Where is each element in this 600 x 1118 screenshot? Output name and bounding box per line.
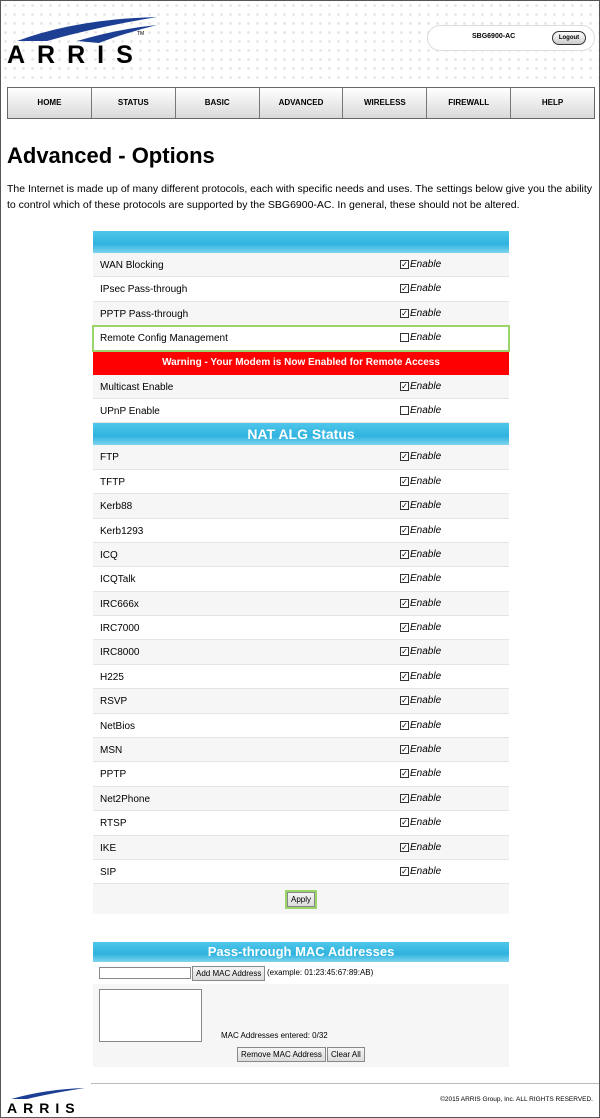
option-label: H225: [100, 671, 124, 683]
option-label: NetBios: [100, 720, 136, 732]
option-label: MSN: [100, 745, 123, 757]
enable-checkbox[interactable]: ✓: [401, 720, 408, 730]
clear-all-button[interactable]: Clear All: [327, 1047, 365, 1062]
nav-help[interactable]: HELP: [541, 98, 564, 107]
main-nav: [7, 87, 595, 119]
remote-access-warning: Warning - Your Modem is Now Enabled for Remote Access: [93, 351, 509, 375]
enable-label: Enable: [410, 817, 442, 829]
enable-checkbox[interactable]: ✓: [401, 549, 408, 559]
enable-label: Enable: [410, 841, 442, 853]
mac-address-input[interactable]: [99, 967, 191, 979]
account-box: [427, 25, 595, 51]
enable-control: [400, 622, 441, 633]
option-row: [93, 787, 509, 811]
mac-address-listbox[interactable]: [99, 989, 202, 1042]
option-row: [93, 689, 509, 713]
nat-alg-list: [93, 445, 509, 884]
option-row: [93, 811, 509, 835]
enable-label: Enable: [410, 792, 442, 804]
enable-control: [400, 573, 441, 584]
option-row: [93, 470, 509, 494]
option-row: [93, 714, 509, 738]
option-label: IRC8000: [100, 647, 140, 659]
enable-control: [400, 671, 441, 682]
enable-label: Enable: [410, 622, 442, 634]
mac-count: MAC Addresses entered: 0/32: [221, 1031, 328, 1040]
mac-add-row: [93, 962, 509, 984]
mac-actions-row: [93, 1044, 509, 1066]
option-row: [93, 640, 509, 664]
enable-checkbox[interactable]: ✓: [401, 598, 408, 608]
enable-label: Enable: [410, 768, 442, 780]
enable-checkbox[interactable]: ✓: [401, 671, 408, 681]
enable-checkbox[interactable]: ✓: [401, 525, 408, 535]
apply-row: [93, 884, 509, 914]
option-row: [93, 375, 509, 399]
enable-control: [400, 817, 441, 828]
mac-header: Pass-through MAC Addresses: [93, 942, 509, 962]
enable-control: [400, 476, 441, 487]
nav-basic[interactable]: BASIC: [176, 88, 260, 118]
option-label: Kerb1293: [100, 525, 144, 537]
option-label: ICQ: [100, 549, 118, 561]
enable-label: Enable: [410, 451, 442, 463]
enable-control: [400, 866, 441, 877]
enable-control: [400, 381, 441, 392]
enable-checkbox[interactable]: ✓: [401, 647, 408, 657]
enable-label: Enable: [410, 573, 442, 585]
enable-checkbox[interactable]: ✓: [401, 866, 408, 876]
option-row: [93, 519, 509, 543]
enable-label: Enable: [410, 865, 442, 877]
option-label: IRC666x: [100, 598, 139, 610]
enable-label: Enable: [410, 646, 442, 658]
option-row: [93, 592, 509, 616]
enable-label: Enable: [410, 670, 442, 682]
nav-firewall[interactable]: FIREWALL: [427, 88, 511, 118]
enable-checkbox[interactable]: ✓: [401, 308, 408, 318]
enable-checkbox[interactable]: ✓: [401, 574, 408, 584]
enable-checkbox[interactable]: ✓: [401, 284, 408, 294]
mac-example: (example: 01:23:45:67:89:AB): [267, 968, 374, 977]
nat-alg-header: NAT ALG Status: [93, 423, 509, 445]
enable-label: Enable: [410, 695, 442, 707]
enable-control: [400, 598, 441, 609]
option-label: RSVP: [100, 696, 128, 708]
enable-control: [400, 549, 441, 560]
enable-label: Enable: [410, 744, 442, 756]
option-row: [93, 494, 509, 518]
option-label: IRC7000: [100, 623, 140, 635]
enable-control: [400, 842, 441, 853]
option-label: Multicast Enable: [100, 381, 174, 393]
trademark-mark: TM: [137, 31, 145, 37]
add-mac-button[interactable]: Add MAC Address: [192, 966, 265, 981]
nav-home[interactable]: HOME: [8, 88, 92, 118]
enable-checkbox[interactable]: ✓: [401, 769, 408, 779]
enable-control: [400, 308, 441, 319]
option-label: IPsec Pass-through: [100, 284, 188, 296]
enable-control: [400, 332, 441, 343]
nav-status[interactable]: STATUS: [92, 88, 176, 118]
enable-label: Enable: [410, 380, 442, 392]
enable-checkbox[interactable]: [400, 406, 409, 415]
page-footer: [1, 1081, 599, 1117]
enable-label: Enable: [410, 597, 442, 609]
enable-label: Enable: [410, 719, 442, 731]
enable-checkbox[interactable]: ✓: [401, 452, 408, 462]
enable-checkbox[interactable]: ✓: [401, 260, 408, 269]
enable-control: [400, 744, 441, 755]
option-row: [93, 399, 509, 423]
option-row: [93, 302, 509, 326]
options-list: [93, 253, 509, 351]
nav-wireless[interactable]: WIRELESS: [343, 88, 427, 118]
page-title: Advanced - Options: [7, 143, 215, 168]
apply-button[interactable]: Apply: [287, 892, 315, 907]
enable-control: [400, 768, 441, 779]
enable-checkbox[interactable]: ✓: [401, 623, 408, 633]
enable-label: Enable: [410, 332, 442, 344]
enable-checkbox[interactable]: ✓: [401, 793, 408, 803]
option-row: [93, 738, 509, 762]
options-list-2: [93, 375, 509, 424]
enable-checkbox[interactable]: ✓: [401, 501, 408, 511]
model-name: SBG6900-AC: [472, 33, 516, 40]
option-label: ICQTalk: [100, 574, 136, 586]
enable-label: Enable: [410, 548, 442, 560]
enable-label: Enable: [410, 307, 442, 319]
enable-label: Enable: [410, 283, 442, 295]
enable-checkbox[interactable]: ✓: [401, 842, 408, 852]
option-row: [93, 836, 509, 860]
footer-brand: ARRIS: [7, 1100, 81, 1116]
option-label: PPTP Pass-through: [100, 308, 189, 320]
enable-label: Enable: [410, 259, 442, 270]
option-row: [93, 616, 509, 640]
enable-checkbox[interactable]: ✓: [401, 745, 408, 755]
enable-control: [400, 793, 441, 804]
page-header: [1, 1, 599, 79]
enable-checkbox[interactable]: [400, 333, 409, 342]
option-row: [93, 326, 509, 350]
footer-divider: [91, 1083, 599, 1084]
enable-control: [400, 451, 441, 462]
enable-checkbox[interactable]: ✓: [401, 476, 408, 486]
option-row: [93, 253, 509, 277]
option-label: WAN Blocking: [100, 260, 164, 271]
option-row: [93, 277, 509, 301]
nav-advanced[interactable]: ADVANCED: [260, 88, 344, 118]
enable-control: [400, 525, 441, 536]
enable-control: [400, 695, 441, 706]
option-row: [93, 543, 509, 567]
enable-label: Enable: [410, 500, 442, 512]
enable-control: [400, 646, 441, 657]
enable-label: Enable: [410, 404, 442, 416]
option-label: Net2Phone: [100, 793, 151, 805]
option-label: Remote Config Management: [100, 333, 228, 345]
enable-checkbox[interactable]: ✓: [401, 696, 408, 706]
mac-list-row: [93, 984, 509, 1044]
enable-control: [400, 283, 441, 294]
option-label: TFTP: [100, 476, 125, 488]
enable-control: [400, 405, 441, 416]
enable-control: [400, 720, 441, 731]
option-row: [93, 762, 509, 786]
option-label: SIP: [100, 866, 117, 878]
remove-mac-button[interactable]: Remove MAC Address: [237, 1047, 326, 1062]
option-row: [93, 860, 509, 884]
enable-checkbox[interactable]: ✓: [401, 381, 408, 391]
copyright-text: ©2015 ARRIS Group, Inc. ALL RIGHTS RESERVED.: [440, 1096, 593, 1103]
brand-wordmark: ARRIS: [7, 41, 145, 69]
enable-control: [400, 259, 441, 270]
page-intro: The Internet is made up of many different protocols, each with specific needs and uses. The settings below give you the ability to control which of these protocols are supported by the SBG6900-AC. In general, these should not be altered.: [7, 183, 593, 211]
logout-button[interactable]: Logout: [552, 31, 586, 45]
option-row: [93, 567, 509, 591]
option-row: [93, 445, 509, 469]
options-header-bar: [93, 231, 509, 253]
option-row: [93, 665, 509, 689]
option-label: IKE: [100, 842, 117, 854]
footer-logo-swoosh-icon: [7, 1087, 87, 1101]
enable-checkbox[interactable]: ✓: [401, 818, 408, 828]
option-label: UPnP Enable: [100, 405, 160, 417]
option-label: PPTP: [100, 769, 127, 781]
enable-label: Enable: [410, 475, 442, 487]
option-label: FTP: [100, 452, 119, 464]
enable-control: [400, 500, 441, 511]
option-label: Kerb88: [100, 501, 133, 513]
option-label: RTSP: [100, 818, 127, 830]
mac-panel: [93, 942, 509, 1067]
enable-label: Enable: [410, 524, 442, 536]
options-panel: [93, 231, 509, 914]
